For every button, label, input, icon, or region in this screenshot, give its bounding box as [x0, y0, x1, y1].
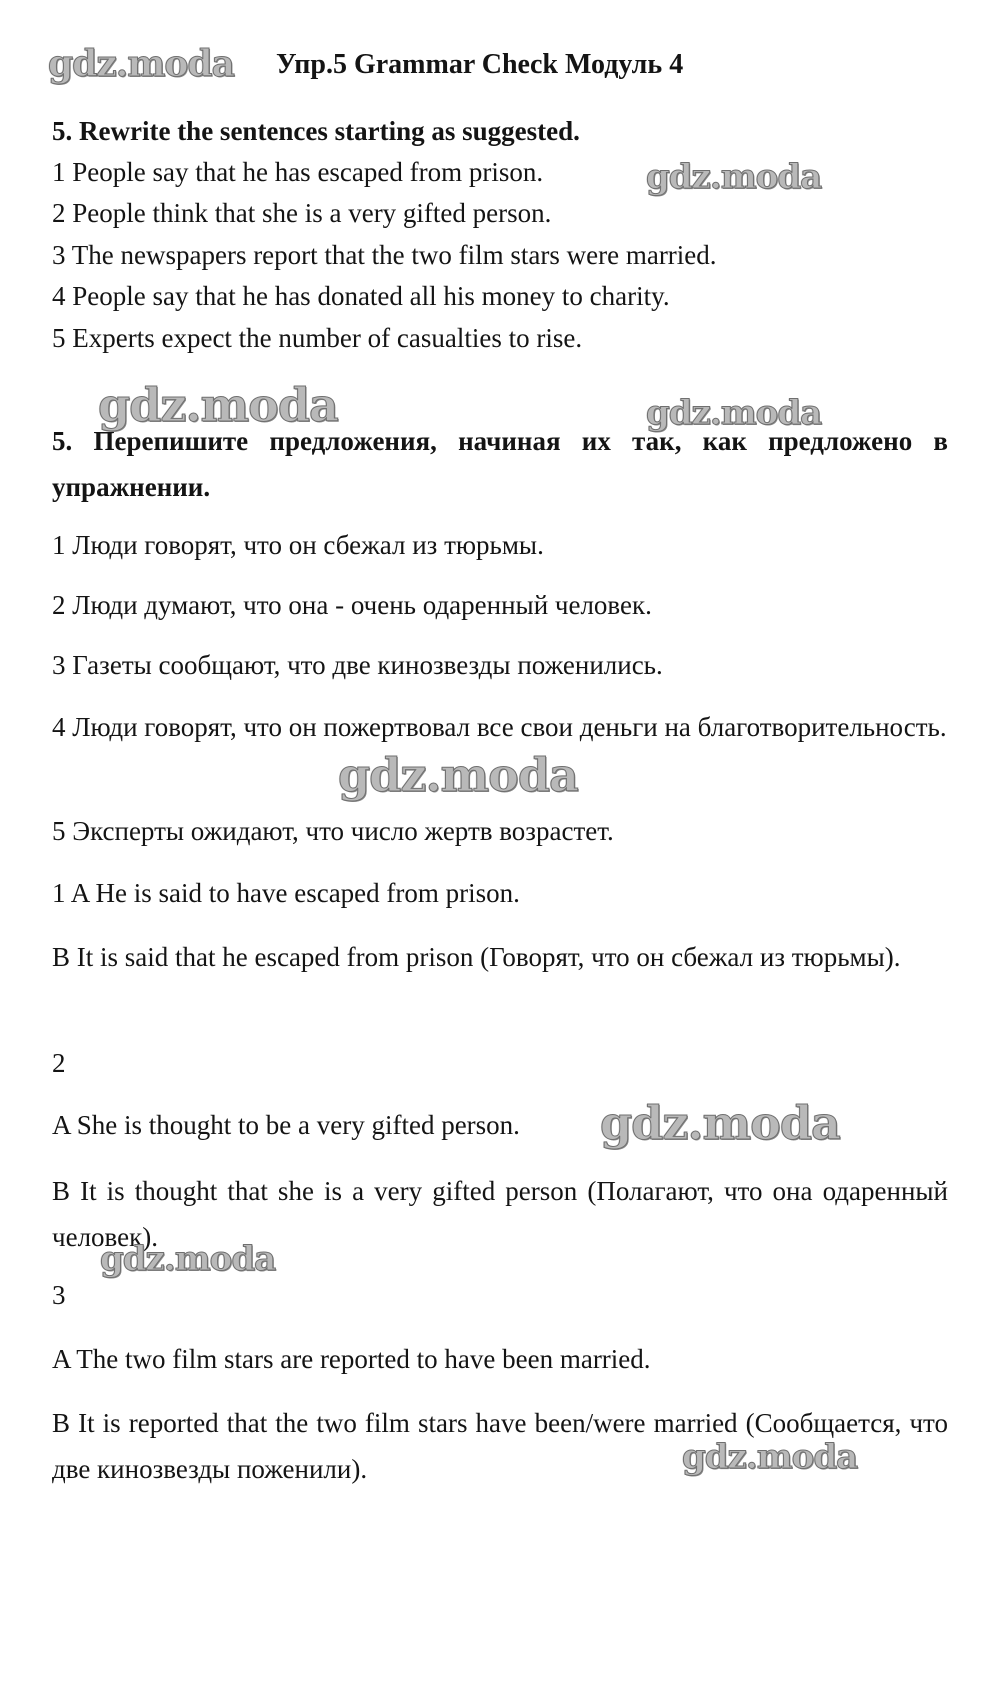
task-item-en-1: 1 People say that he has escaped from prison. [52, 157, 544, 187]
task-item-en-3: 3 The newspapers report that the two film stars were married. [52, 240, 717, 270]
watermark: gdz.moda [98, 378, 338, 432]
task-item-ru-4: 4 Люди говорят, что он пожертвовал все свои деньги на благотворительность. [52, 712, 947, 742]
watermark: gdz.moda [338, 748, 578, 802]
answer-3-a: A The two film stars are reported to have been married. [52, 1344, 651, 1374]
task-item-en-5: 5 Experts expect the number of casualties to rise. [52, 323, 583, 353]
task-item-ru-5: 5 Эксперты ожидают, что число жертв возрастет. [52, 816, 614, 846]
task-item-en-2: 2 People think that she is a very gifted person. [52, 198, 552, 228]
answer-3-b: B It is reported that the two film stars have been/were married (Сообщается, что две кинозвезды поженили). [52, 1408, 948, 1484]
page-title: Упр.5 Grammar Check Модуль 4 [276, 49, 684, 80]
answer-2-b: B It is thought that she is a very gifted person (Полагают, что она одаренный человек). [52, 1176, 948, 1252]
task-item-en-4: 4 People say that he has donated all his money to charity. [52, 281, 670, 311]
answer-3-number: 3 [52, 1280, 66, 1310]
task-heading-ru: 5. Перепишите предложения, начиная их так, как предложено в упражнении. [52, 426, 948, 502]
logo-watermark: gdz.moda [48, 43, 234, 85]
watermark: gdz.moda [646, 157, 822, 197]
answer-2-a: A She is thought to be a very gifted person. [52, 1110, 520, 1140]
watermark: gdz.moda [600, 1096, 840, 1150]
answer-1-b: B It is said that he escaped from prison (Говорят, что он сбежал из тюрьмы). [52, 942, 901, 972]
task-item-ru-3: 3 Газеты сообщают, что две кинозвезды поженились. [52, 650, 663, 680]
watermark: gdz.moda [646, 393, 822, 433]
watermark: gdz.moda [100, 1239, 276, 1279]
answer-1-a: 1 A He is said to have escaped from prison. [52, 878, 520, 908]
watermark: gdz.moda [682, 1437, 858, 1477]
task-item-ru-1: 1 Люди говорят, что он сбежал из тюрьмы. [52, 530, 544, 560]
answer-2-number: 2 [52, 1048, 66, 1078]
task-item-ru-2: 2 Люди думают, что она - очень одаренный человек. [52, 590, 652, 620]
task-heading-en: 5. Rewrite the sentences starting as suggested. [52, 116, 580, 146]
